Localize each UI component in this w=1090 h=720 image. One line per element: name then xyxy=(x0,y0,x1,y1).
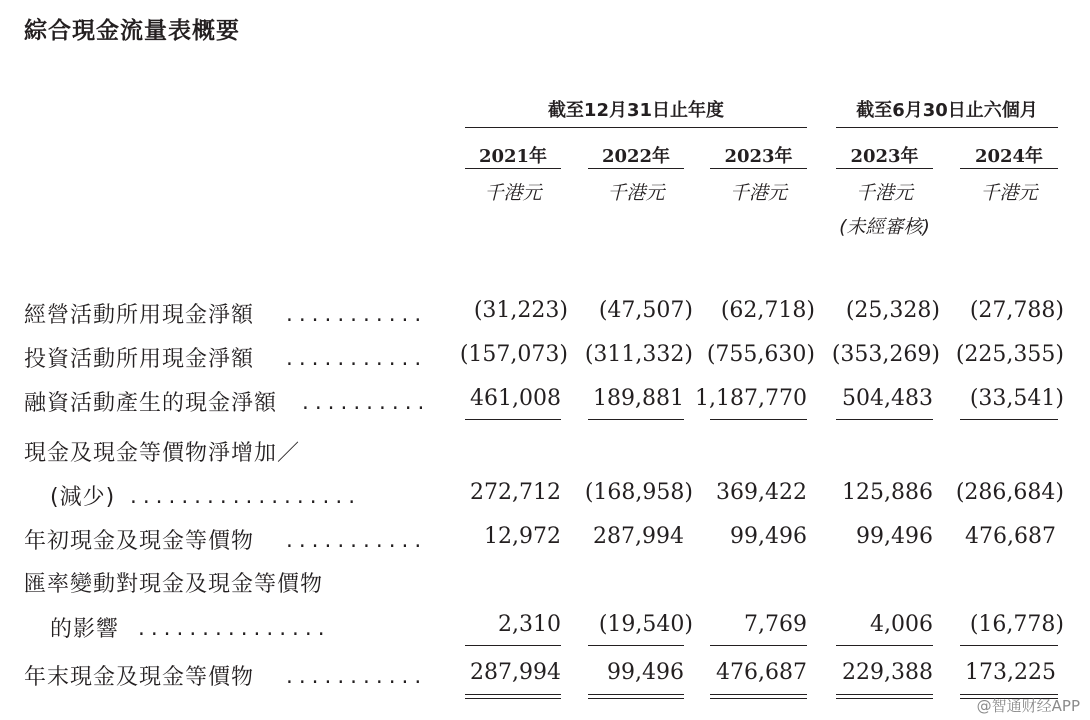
subtotal-rule xyxy=(465,645,561,646)
group-header-six-months: 截至6月30日止六個月 xyxy=(856,100,1038,121)
cell-value: (25,328) xyxy=(845,298,940,323)
column-unit: 千港元 xyxy=(607,182,665,204)
cell-value: 12,972 xyxy=(484,524,561,549)
cell-value: (353,269) xyxy=(831,342,940,367)
cell-value: (225,355) xyxy=(955,342,1064,367)
subtotal-rule xyxy=(710,419,807,420)
group-rule-full-year xyxy=(465,127,807,128)
column-unit: 千港元 xyxy=(484,182,542,204)
dot-leader: ........... xyxy=(284,531,426,552)
cell-value: (157,073) xyxy=(459,342,568,367)
column-rule xyxy=(588,168,684,169)
column-year: 2021年 xyxy=(478,146,548,167)
cell-value: (168,958) xyxy=(584,480,693,505)
cell-value: (47,507) xyxy=(598,298,693,323)
column-year: 2022年 xyxy=(601,146,671,167)
total-double-rule xyxy=(836,694,933,699)
cell-value: (16,778) xyxy=(969,612,1064,637)
row-label-net-change-cont: (減少) xyxy=(50,485,116,510)
cell-value: 369,422 xyxy=(716,480,807,505)
column-unit: 千港元 xyxy=(980,182,1038,204)
dot-leader: .......... xyxy=(300,393,429,414)
dot-leader: ........... xyxy=(284,667,426,688)
subtotal-rule xyxy=(960,419,1058,420)
cell-value: (27,788) xyxy=(969,298,1064,323)
watermark: @智通财经APP xyxy=(976,697,1080,715)
cell-value: 476,687 xyxy=(716,660,807,685)
row-label-operating: 經營活動所用現金淨額 xyxy=(24,303,255,328)
subtotal-rule xyxy=(588,645,684,646)
row-label-fx-effect-cont: 的影響 xyxy=(50,617,120,642)
cell-value: 476,687 xyxy=(965,524,1056,549)
subtotal-rule xyxy=(710,645,807,646)
row-label-investing: 投資活動所用現金淨額 xyxy=(24,347,255,372)
cell-value: (33,541) xyxy=(969,386,1064,411)
column-unit: 千港元 xyxy=(729,182,787,204)
cell-value: 99,496 xyxy=(730,524,807,549)
cell-value: 173,225 xyxy=(965,660,1056,685)
group-rule-six-months xyxy=(836,127,1058,128)
column-year: 2024年 xyxy=(974,146,1044,167)
column-unit: 千港元 xyxy=(855,182,913,204)
cell-value: (311,332) xyxy=(584,342,693,367)
column-year: 2023年 xyxy=(724,146,793,167)
cell-value: 272,712 xyxy=(470,480,561,505)
page-title: 綜合現金流量表概要 xyxy=(24,18,240,44)
cell-value: 4,006 xyxy=(870,612,933,637)
cell-value: 1,187,770 xyxy=(695,386,807,411)
dot-leader: ........... xyxy=(284,349,426,370)
row-label-closing-cash: 年末現金及現金等價物 xyxy=(24,665,255,690)
cell-value: 99,496 xyxy=(856,524,933,549)
cell-value: 125,886 xyxy=(842,480,933,505)
total-double-rule xyxy=(465,694,561,699)
dot-leader: .................. xyxy=(128,487,360,508)
row-label-net-change: 現金及現金等價物淨增加／ xyxy=(24,441,301,466)
subtotal-rule xyxy=(960,645,1058,646)
column-year: 2023年 xyxy=(850,146,919,167)
column-rule xyxy=(836,168,933,169)
cell-value: 189,881 xyxy=(593,386,684,411)
subtotal-rule xyxy=(836,645,933,646)
column-rule xyxy=(960,168,1058,169)
subtotal-rule xyxy=(836,419,933,420)
group-header-full-year: 截至12月31日止年度 xyxy=(547,100,725,121)
cell-value: (62,718) xyxy=(720,298,815,323)
cell-value: (19,540) xyxy=(598,612,693,637)
dot-leader: ........... xyxy=(284,305,426,326)
cell-value: 287,994 xyxy=(593,524,684,549)
cell-value: 504,483 xyxy=(842,386,933,411)
column-rule xyxy=(465,168,561,169)
cell-value: 99,496 xyxy=(607,660,684,685)
cell-value: 7,769 xyxy=(744,612,807,637)
column-rule xyxy=(710,168,807,169)
total-double-rule xyxy=(588,694,684,699)
cell-value: (31,223) xyxy=(473,298,568,323)
cell-value: 287,994 xyxy=(470,660,561,685)
unaudited-note: (未經審核) xyxy=(839,216,930,238)
row-label-opening-cash: 年初現金及現金等價物 xyxy=(24,529,255,554)
cell-value: 461,008 xyxy=(470,386,561,411)
cell-value: (755,630) xyxy=(706,342,815,367)
subtotal-rule xyxy=(465,419,561,420)
cell-value: 2,310 xyxy=(498,612,561,637)
cell-value: (286,684) xyxy=(955,480,1064,505)
total-double-rule xyxy=(710,694,807,699)
cell-value: 229,388 xyxy=(842,660,933,685)
row-label-financing: 融資活動產生的現金淨額 xyxy=(24,391,278,416)
dot-leader: ............... xyxy=(136,619,329,640)
row-label-fx-effect: 匯率變動對現金及現金等價物 xyxy=(24,572,324,597)
subtotal-rule xyxy=(588,419,684,420)
